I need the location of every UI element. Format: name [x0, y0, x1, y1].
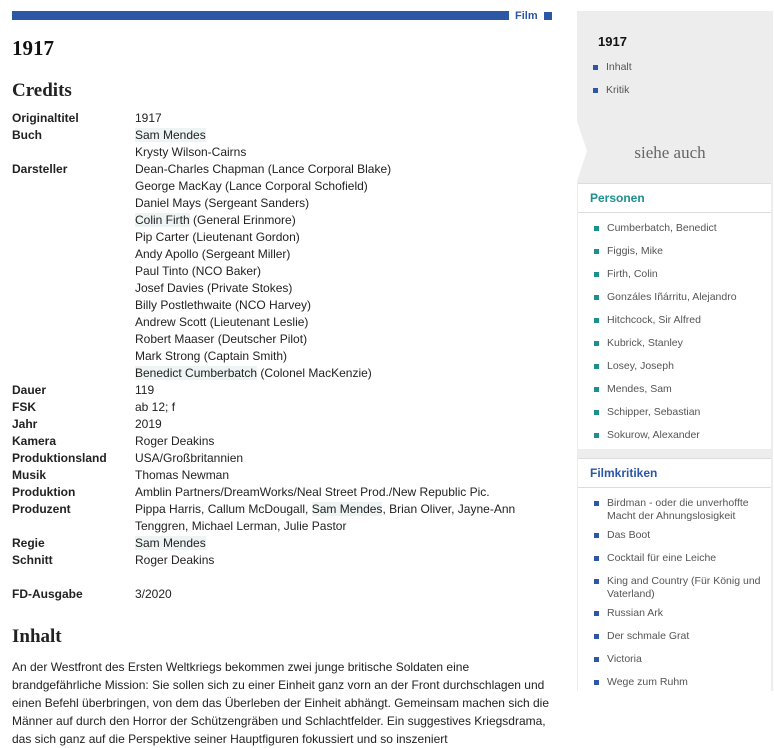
bullet-icon: [594, 226, 599, 231]
bullet-icon: [594, 533, 599, 538]
credit-values: [135, 450, 542, 467]
credit-value: 1917: [135, 111, 162, 125]
credit-value: 119: [135, 383, 155, 397]
credit-value: USA/Großbritannien: [135, 451, 244, 465]
credit-row: [12, 382, 542, 399]
personen-list: [578, 213, 771, 449]
filmkritiken-list: [578, 488, 771, 696]
credit-row: [12, 127, 542, 161]
credit-values: [135, 586, 542, 603]
credit-values: [135, 484, 542, 501]
list-item[interactable]: [594, 288, 771, 311]
bullet-icon: [594, 341, 599, 346]
bullet-icon: [594, 364, 599, 369]
credit-value: Roger Deakins: [135, 553, 215, 567]
credit-value: Josef Davies (Private Stokes): [135, 281, 293, 295]
category-square-icon: [544, 12, 552, 20]
sidebar-link-label: Inhalt: [606, 61, 632, 73]
person-link[interactable]: Benedict Cumberbatch: [135, 366, 258, 380]
credit-value: Dean-Charles Chapman (Lance Corporal Blake): [135, 162, 392, 176]
credits-heading: Credits: [12, 80, 72, 101]
bullet-icon: [594, 611, 599, 616]
credit-label: Originaltitel: [12, 111, 79, 125]
credit-value: Colin Firth (General Erinmore): [135, 213, 296, 227]
credit-values: [135, 161, 542, 382]
list-item-label: Sokurow, Alexander: [607, 429, 700, 441]
list-item-label: Victoria: [607, 653, 642, 665]
bullet-icon: [593, 88, 598, 93]
person-link[interactable]: Sam Mendes: [135, 536, 206, 550]
list-item-label: Kubrick, Stanley: [607, 337, 683, 349]
list-item[interactable]: [594, 627, 771, 650]
credit-label: FD-Ausgabe: [12, 587, 83, 601]
credit-value: Benedict Cumberbatch (Colonel MacKenzie): [135, 366, 372, 380]
credit-values: [135, 467, 542, 484]
credit-value: Pip Carter (Lieutenant Gordon): [135, 230, 300, 244]
category-bar: [12, 11, 509, 20]
credit-value: [135, 535, 542, 552]
list-item[interactable]: [594, 650, 771, 673]
credits-spacer: [12, 569, 542, 586]
list-item-label: Schipper, Sebastian: [607, 406, 701, 418]
list-item-label: Der schmale Grat: [607, 630, 690, 642]
credit-row: [12, 586, 542, 603]
list-item[interactable]: [594, 380, 771, 403]
credit-values: [135, 110, 542, 127]
list-item-label: Russian Ark: [607, 607, 664, 619]
bullet-icon: [594, 272, 599, 277]
list-item-label: Birdman - oder die unverhoffte Macht der Ahnungslosigkeit: [607, 497, 749, 522]
credit-label: Schnitt: [12, 553, 53, 567]
credit-values: [135, 127, 542, 161]
credit-label: Regie: [12, 536, 45, 550]
list-item-label: Hitchcock, Sir Alfred: [607, 314, 701, 326]
credit-label: Kamera: [12, 434, 57, 448]
credit-row: [12, 433, 542, 450]
credit-value: Billy Postlethwaite (NCO Harvey): [135, 298, 312, 312]
page-title: 1917: [12, 36, 54, 60]
credit-value: George MacKay (Lance Corporal Schofield): [135, 179, 368, 193]
credit-row: [12, 501, 542, 535]
credit-value: Paul Tinto (NCO Baker): [135, 264, 262, 278]
credit-value: [135, 127, 542, 144]
credit-value: 3/2020: [135, 587, 172, 601]
credit-value: Mark Strong (Captain Smith): [135, 349, 288, 363]
list-item-label: Cocktail für eine Leiche: [607, 552, 717, 564]
see-also-label: siehe auch: [634, 143, 706, 162]
bullet-icon: [594, 680, 599, 685]
sidebar-link-inhalt[interactable]: [593, 61, 632, 84]
list-item[interactable]: [594, 526, 771, 549]
bullet-icon: [594, 579, 599, 584]
credit-label: Buch: [12, 128, 42, 142]
filmkritiken-heading: Filmkritiken: [578, 459, 771, 488]
credit-row: [12, 450, 542, 467]
credit-value: Krysty Wilson-Cairns: [135, 145, 247, 159]
credit-label: Produktionsland: [12, 451, 107, 465]
list-item[interactable]: [594, 673, 771, 696]
sidebar-link-label: Kritik: [606, 84, 630, 96]
credit-value: ab 12; f: [135, 400, 176, 414]
credit-values: [135, 552, 542, 569]
credit-value: Andrew Scott (Lieutenant Leslie): [135, 315, 309, 329]
credit-label: FSK: [12, 400, 36, 414]
bullet-icon: [594, 318, 599, 323]
list-item-label: Gonzáles Iñárritu, Alejandro: [607, 291, 737, 303]
list-item[interactable]: [594, 604, 771, 627]
bullet-icon: [594, 556, 599, 561]
person-link[interactable]: Sam Mendes: [135, 128, 206, 142]
bullet-icon: [594, 249, 599, 254]
list-item[interactable]: [594, 357, 771, 380]
credit-value: Pippa Harris, Callum McDougall, Sam Mendes, Brian Oliver, Jayne-Ann Tenggren, Michael Lerman, Julie Pastor: [135, 502, 516, 533]
personen-heading: Personen: [578, 184, 771, 213]
credit-values: [135, 382, 542, 399]
list-item-label: Firth, Colin: [607, 268, 658, 280]
list-item[interactable]: [594, 311, 771, 334]
credit-value: Daniel Mays (Sergeant Sanders): [135, 196, 310, 210]
list-item[interactable]: [594, 219, 771, 242]
credit-values: [135, 416, 542, 433]
credit-label: Jahr: [12, 417, 38, 431]
credit-row: [12, 467, 542, 484]
credit-row: [12, 484, 542, 501]
credit-values: [135, 501, 542, 535]
credit-label: Produzent: [12, 502, 71, 516]
list-item[interactable]: [594, 494, 771, 526]
list-item[interactable]: [594, 549, 771, 572]
bullet-icon: [594, 295, 599, 300]
list-item[interactable]: [594, 334, 771, 357]
sidebar-title: 1917: [598, 34, 627, 49]
sidebar-links: [593, 61, 632, 107]
list-item[interactable]: [594, 403, 771, 426]
bullet-icon: [594, 410, 599, 415]
list-item-label: Losey, Joseph: [607, 360, 674, 372]
credit-values: [135, 535, 542, 552]
credit-label: Produktion: [12, 485, 76, 499]
person-link[interactable]: Colin Firth: [135, 213, 190, 227]
credit-value: Andy Apollo (Sergeant Miller): [135, 247, 291, 261]
list-item[interactable]: [594, 572, 771, 604]
list-item[interactable]: [594, 265, 771, 288]
credit-row: [12, 535, 542, 552]
category-label[interactable]: Film: [515, 10, 538, 22]
credit-value: Robert Maaser (Deutscher Pilot): [135, 332, 308, 346]
credit-values: [135, 399, 542, 416]
bullet-icon: [594, 657, 599, 662]
sidebar-link-kritik[interactable]: [593, 84, 632, 107]
list-item[interactable]: [594, 426, 771, 449]
bullet-icon: [593, 65, 598, 70]
person-link[interactable]: Sam Mendes: [311, 502, 383, 516]
inhalt-text: An der Westfront des Ersten Weltkriegs bekommen zwei junge britische Soldaten eine brandgefährliche Mission: Sie sollen sich zu einer Einheit ganz vorn an der Front durchschlagen und einen Befehl überbringen, von dem das Überleben der Einheit abhängt. Gemeinsam machen sich die Männer auf durch den Horror der Schützengräben und Schlachtfelder. Ein suggestives Kriegsdrama, das sich ganz auf die Perspektive seiner Hauptfiguren fokussiert und so inszeniert: [12, 660, 549, 746]
list-item[interactable]: [594, 242, 771, 265]
list-item-label: Figgis, Mike: [607, 245, 664, 257]
credit-row: [12, 552, 542, 569]
credit-row: [12, 399, 542, 416]
credit-row: [12, 416, 542, 433]
bullet-icon: [594, 501, 599, 506]
credit-value: Thomas Newman: [135, 468, 230, 482]
credit-row: [12, 110, 542, 127]
credit-values: [135, 433, 542, 450]
credit-value: Roger Deakins: [135, 434, 215, 448]
bullet-icon: [594, 634, 599, 639]
credit-value: Amblin Partners/DreamWorks/Neal Street Prod./New Republic Pic.: [135, 485, 490, 499]
filmkritiken-panel: [578, 458, 771, 696]
credit-value: 2019: [135, 417, 162, 431]
inhalt-heading: Inhalt: [12, 626, 62, 647]
credit-label: Darsteller: [12, 162, 68, 176]
credit-row: [12, 161, 542, 382]
list-item-label: King and Country (Für König und Vaterland): [607, 575, 761, 600]
list-item-label: Wege zum Ruhm: [607, 676, 688, 688]
credit-label: Dauer: [12, 383, 47, 397]
list-item-label: Mendes, Sam: [607, 383, 672, 395]
credit-label: Musik: [12, 468, 47, 482]
credits-table: [12, 110, 542, 603]
bullet-icon: [594, 387, 599, 392]
list-item-label: Cumberbatch, Benedict: [607, 222, 717, 234]
list-item-label: Das Boot: [607, 529, 651, 541]
personen-panel: [578, 183, 771, 449]
bullet-icon: [594, 433, 599, 438]
